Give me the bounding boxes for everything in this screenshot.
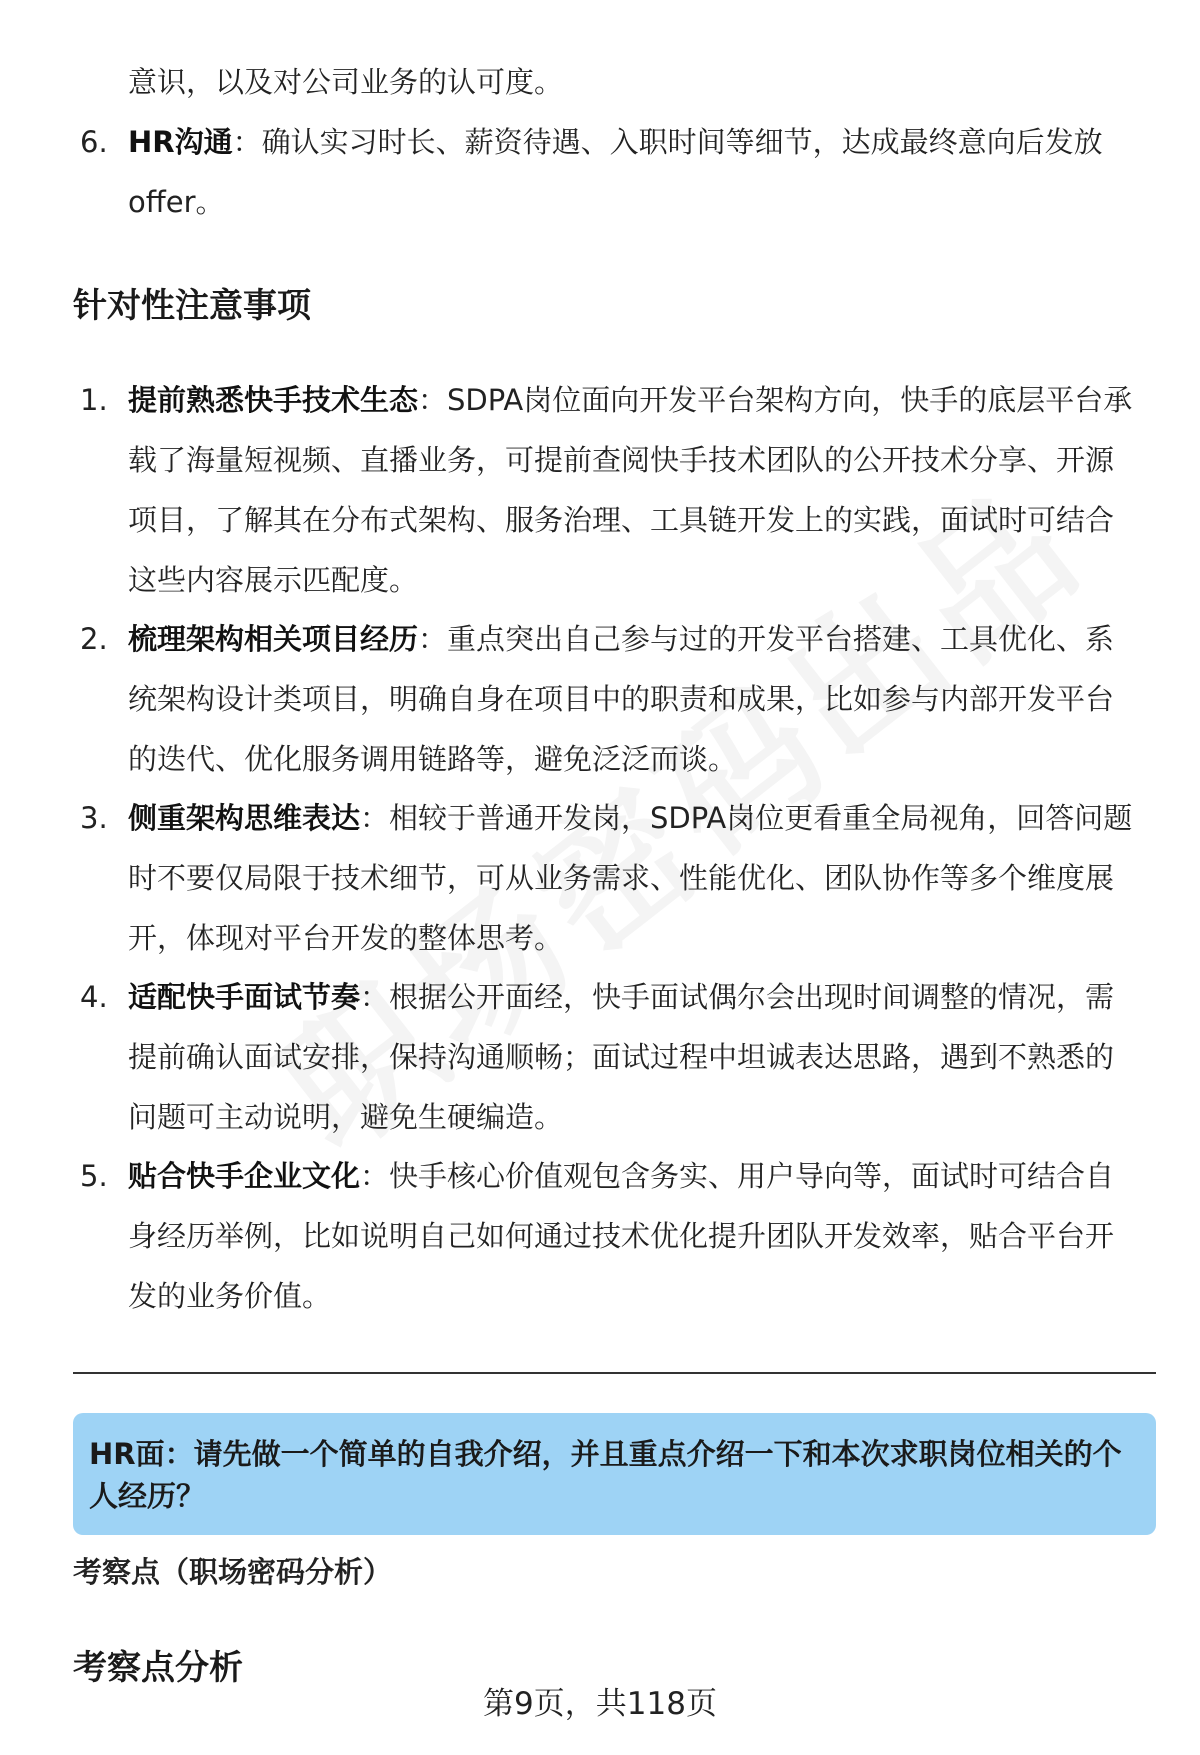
list-item [80,112,1140,232]
section-heading: 针对性注意事项 [73,286,311,326]
page-number: 第9页，共118页 [483,1686,717,1722]
list-item-text: ：根据公开面经，快手面试偶尔会出现时间调整的情况，需提前确认面试安排，保持沟通顺畅；面试过程中坦诚表达思路，遇到不熟悉的问题可主动说明，避免生硬编造。 [128,980,1115,1134]
list-item-text: ：相较于普通开发岗，SDPA岗位更看重全局视角，回答问题时不要仅局限于技术细节，可从业务需求、性能优化、团队协作等多个维度展开，体现对平台开发的整体思考。 [128,801,1133,955]
list-item-title: 贴合快手企业文化 [128,1159,361,1193]
list-number: 2. [80,622,108,656]
list-item-text: ：重点突出自己参与过的开发平台搭建、工具优化、系统架构设计类项目，明确自身在项目中的职责和成果，比如参与内部开发平台的迭代、优化服务调用链路等，避免泛泛而谈。 [128,622,1115,776]
list-item-title: 适配快手面试节奏 [128,980,361,1014]
sub-heading: 考察点（职场密码分析） [73,1555,393,1589]
list-item-text: ：确认实习时长、薪资待遇、入职时间等细节，达成最终意向后发放offer。 [128,125,1103,219]
list-item [80,967,1140,1147]
list-number: 5. [80,1159,108,1193]
question-box [73,1413,1156,1535]
list-item-text: ：SDPA岗位面向开发平台架构方向，快手的底层平台承载了海量短视频、直播业务，可提前查阅快手技术团队的公开技术分享、开源项目，了解其在分布式架构、服务治理、工具链开发上的实践，面试时可结合这些内容展示匹配度。 [128,383,1133,597]
question-text: HR面：请先做一个简单的自我介绍，并且重点介绍一下和本次求职岗位相关的个人经历？ [89,1437,1122,1513]
continuation-text: 意识，以及对公司业务的认可度。 [128,65,564,99]
list-number: 1. [80,383,108,417]
divider [73,1372,1156,1374]
list-number: 3. [80,801,108,835]
list-item-title: 侧重架构思维表达 [128,801,361,835]
list-item [80,370,1140,610]
list-number: 6. [80,125,108,159]
section-heading: 考察点分析 [73,1648,243,1688]
list-number: 4. [80,980,108,1014]
list-item-title: 提前熟悉快手技术生态 [128,383,419,417]
list-item [80,1146,1140,1326]
list-item [80,788,1140,968]
list-item-title: 梳理架构相关项目经历 [128,622,419,656]
list-item [80,609,1140,789]
list-item-text: ：快手核心价值观包含务实、用户导向等，面试时可结合自身经历举例，比如说明自己如何通过技术优化提升团队开发效率，贴合平台开发的业务价值。 [128,1159,1115,1313]
list-item-title: HR沟通 [128,125,233,159]
